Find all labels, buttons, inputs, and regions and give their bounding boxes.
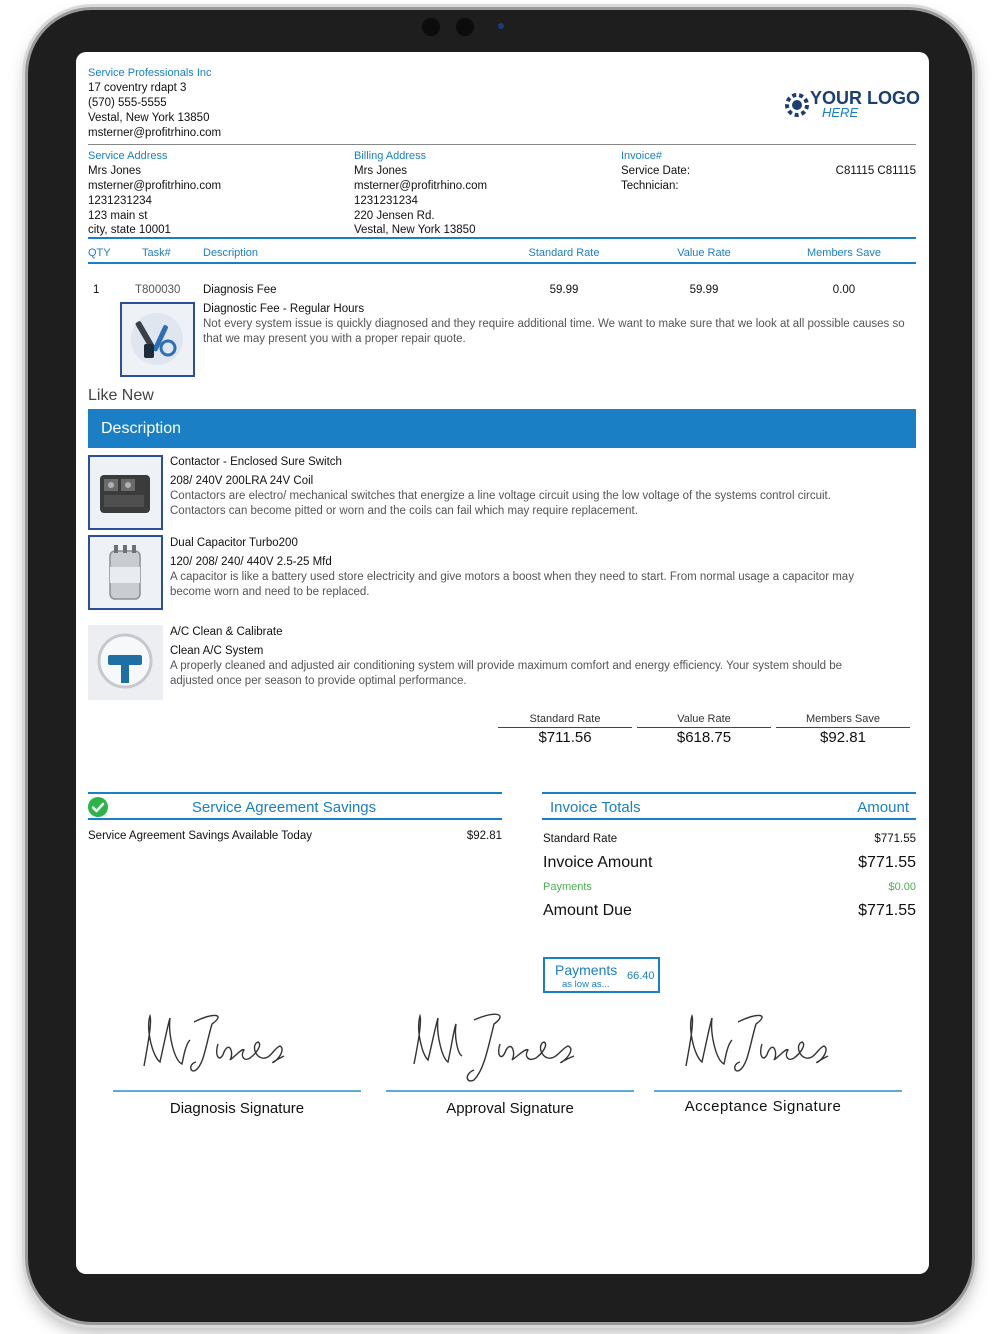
acceptance-signature-image[interactable] [676,1004,846,1084]
option-total-label: Standard Rate [529,713,601,725]
service-address-line: msterner@profitrhino.com [88,180,222,192]
col-members-save: Members Save [807,247,881,259]
col-task: Task# [142,247,171,259]
header-divider [88,144,916,145]
approval-signature-image[interactable] [404,1004,594,1090]
contactor-image [88,455,163,530]
description-bar-label: Description [101,420,182,437]
amount-due-label: Amount Due [543,902,632,919]
option-total-value: $711.56 [538,729,592,746]
row-task: T800030 [135,284,181,296]
payments-value: $0.00 [888,881,916,893]
billing-address-line: Mrs Jones [354,165,408,177]
acceptance-signature-label: Acceptance Signature [684,1098,842,1115]
service-address-line: 1231231234 [88,195,152,207]
company-address: 17 coventry rdapt 3 [88,82,187,94]
option-total-label: Value Rate [677,713,731,725]
option-total-rule [637,727,771,728]
standard-rate-value: $771.55 [874,833,916,845]
row-name: Diagnosis Fee [203,284,277,296]
item-description: Contactors can become pitted or worn and the coils can fail which may require replacement. [170,505,638,517]
billing-address-line: msterner@profitrhino.com [354,180,488,192]
option-total-rule [498,727,632,728]
invoice-amount-value: $771.55 [858,854,916,871]
technician-label: Technician: [621,180,679,192]
item-spec: Clean A/C System [170,645,264,657]
item-name: Contactor - Enclosed Sure Switch [170,456,342,468]
option-total-value: $92.81 [820,729,866,746]
standard-rate-label: Standard Rate [543,833,618,845]
option-total-label: Members Save [806,713,880,725]
billing-address-line: 220 Jensen Rd. [354,210,435,222]
company-email: msterner@profitrhino.com [88,127,222,139]
item-name: Dual Capacitor Turbo200 [170,537,298,549]
row-standard-rate: 59.99 [549,284,579,296]
item-description: Contactors are electro/ mechanical switches that energize a line voltage circuit using the low voltage of the systems control circuit. [170,490,831,502]
totals-top-rule [542,792,916,794]
logo-subtext: HERE [822,105,859,120]
row-description: that we may present you with a proper repair quote. [203,333,466,345]
description-bar [88,409,916,448]
approval-signature-label: Approval Signature [446,1100,574,1117]
option-total-rule [776,727,910,728]
diagnosis-tools-image [120,302,195,377]
camera-lens-icon [422,18,440,36]
savings-line-value: $92.81 [466,830,502,842]
financing-button[interactable] [543,957,660,993]
service-address-line: city, state 10001 [88,224,171,236]
row-value-rate: 59.99 [689,284,719,296]
invoice-totals-title: Invoice Totals [550,799,641,816]
billing-address-label: Billing Address [354,150,427,162]
logo-gear-icon [782,90,812,120]
row-subtitle: Diagnostic Fee - Regular Hours [203,303,365,315]
item-description: become worn and need to be replaced. [170,586,370,598]
camera-lens-icon [456,18,474,36]
savings-top-rule [88,792,502,794]
row-members-save: 0.00 [832,284,856,296]
contactor-icon [90,457,161,528]
option-total-value: $618.75 [676,729,732,746]
col-standard-rate: Standard Rate [528,247,600,259]
company-name: Service Professionals Inc [88,67,212,79]
item-description: A capacitor is like a battery used store electricity and give motors a boost when they need to start. From normal usage a capacitor may [170,571,854,583]
row-qty: 1 [93,284,100,296]
company-phone: (570) 555-5555 [88,97,167,109]
col-qty: QTY [88,247,111,259]
item-spec: 208/ 240V 200LRA 24V Coil [170,475,314,487]
table-header-rule [88,262,916,264]
company-logo [782,88,922,122]
amount-header: Amount [857,799,909,816]
approval-signature-line [386,1090,634,1092]
savings-line-label: Service Agreement Savings Available Today [88,830,312,842]
financing-label: Payments [555,962,618,978]
service-address-label: Service Address [88,150,168,162]
invoice-screen [76,52,929,1274]
check-circle-icon [87,796,109,818]
ac-clean-image [88,625,163,700]
company-city: Vestal, New York 13850 [88,112,210,124]
acceptance-signature-line [654,1090,902,1092]
invoice-amount-label: Invoice Amount [543,854,653,871]
logo-text: YOUR LOGO [810,88,921,108]
invoice-number-label: Invoice# [621,150,662,162]
savings-bottom-rule [88,818,502,820]
capacitor-icon [90,537,161,608]
capacitor-image [88,535,163,610]
invoice-number: C81115 C81115 [835,165,916,177]
item-spec: 120/ 208/ 240/ 440V 2.5-25 Mfd [170,556,332,568]
diagnosis-signature-label: Diagnosis Signature [169,1100,305,1117]
col-description: Description [203,247,259,259]
financing-value: 66.40 [627,970,655,982]
service-address-line: 123 main st [88,210,148,222]
ac-unit-icon [88,625,163,700]
option-title: Like New [88,387,154,404]
col-value-rate: Value Rate [677,247,731,259]
amount-due-value: $771.55 [858,902,916,919]
savings-title: Service Agreement Savings [191,799,377,816]
service-address-line: Mrs Jones [88,165,142,177]
item-description: A properly cleaned and adjusted air conditioning system will provide maximum comfort and energy efficiency. Your system should be [170,660,843,672]
table-top-rule [88,237,916,239]
financing-sublabel: as low as... [562,979,610,990]
payments-label: Payments [543,881,592,893]
billing-address-line: 1231231234 [354,195,418,207]
item-name: A/C Clean & Calibrate [170,626,283,638]
item-description: adjusted once per season to provide optimal performance. [170,675,467,687]
row-description: Not every system issue is quickly diagnosed and they require additional time. We want to make sure that we look at all possible causes so [203,318,905,330]
camera-sensor-icon [498,23,504,29]
diagnosis-signature-line [113,1090,361,1092]
tools-icon [122,304,193,375]
totals-bottom-rule [542,818,916,820]
diagnosis-signature-image[interactable] [134,1004,304,1084]
billing-address-line: Vestal, New York 13850 [354,224,476,236]
service-date-label: Service Date: [621,165,691,177]
